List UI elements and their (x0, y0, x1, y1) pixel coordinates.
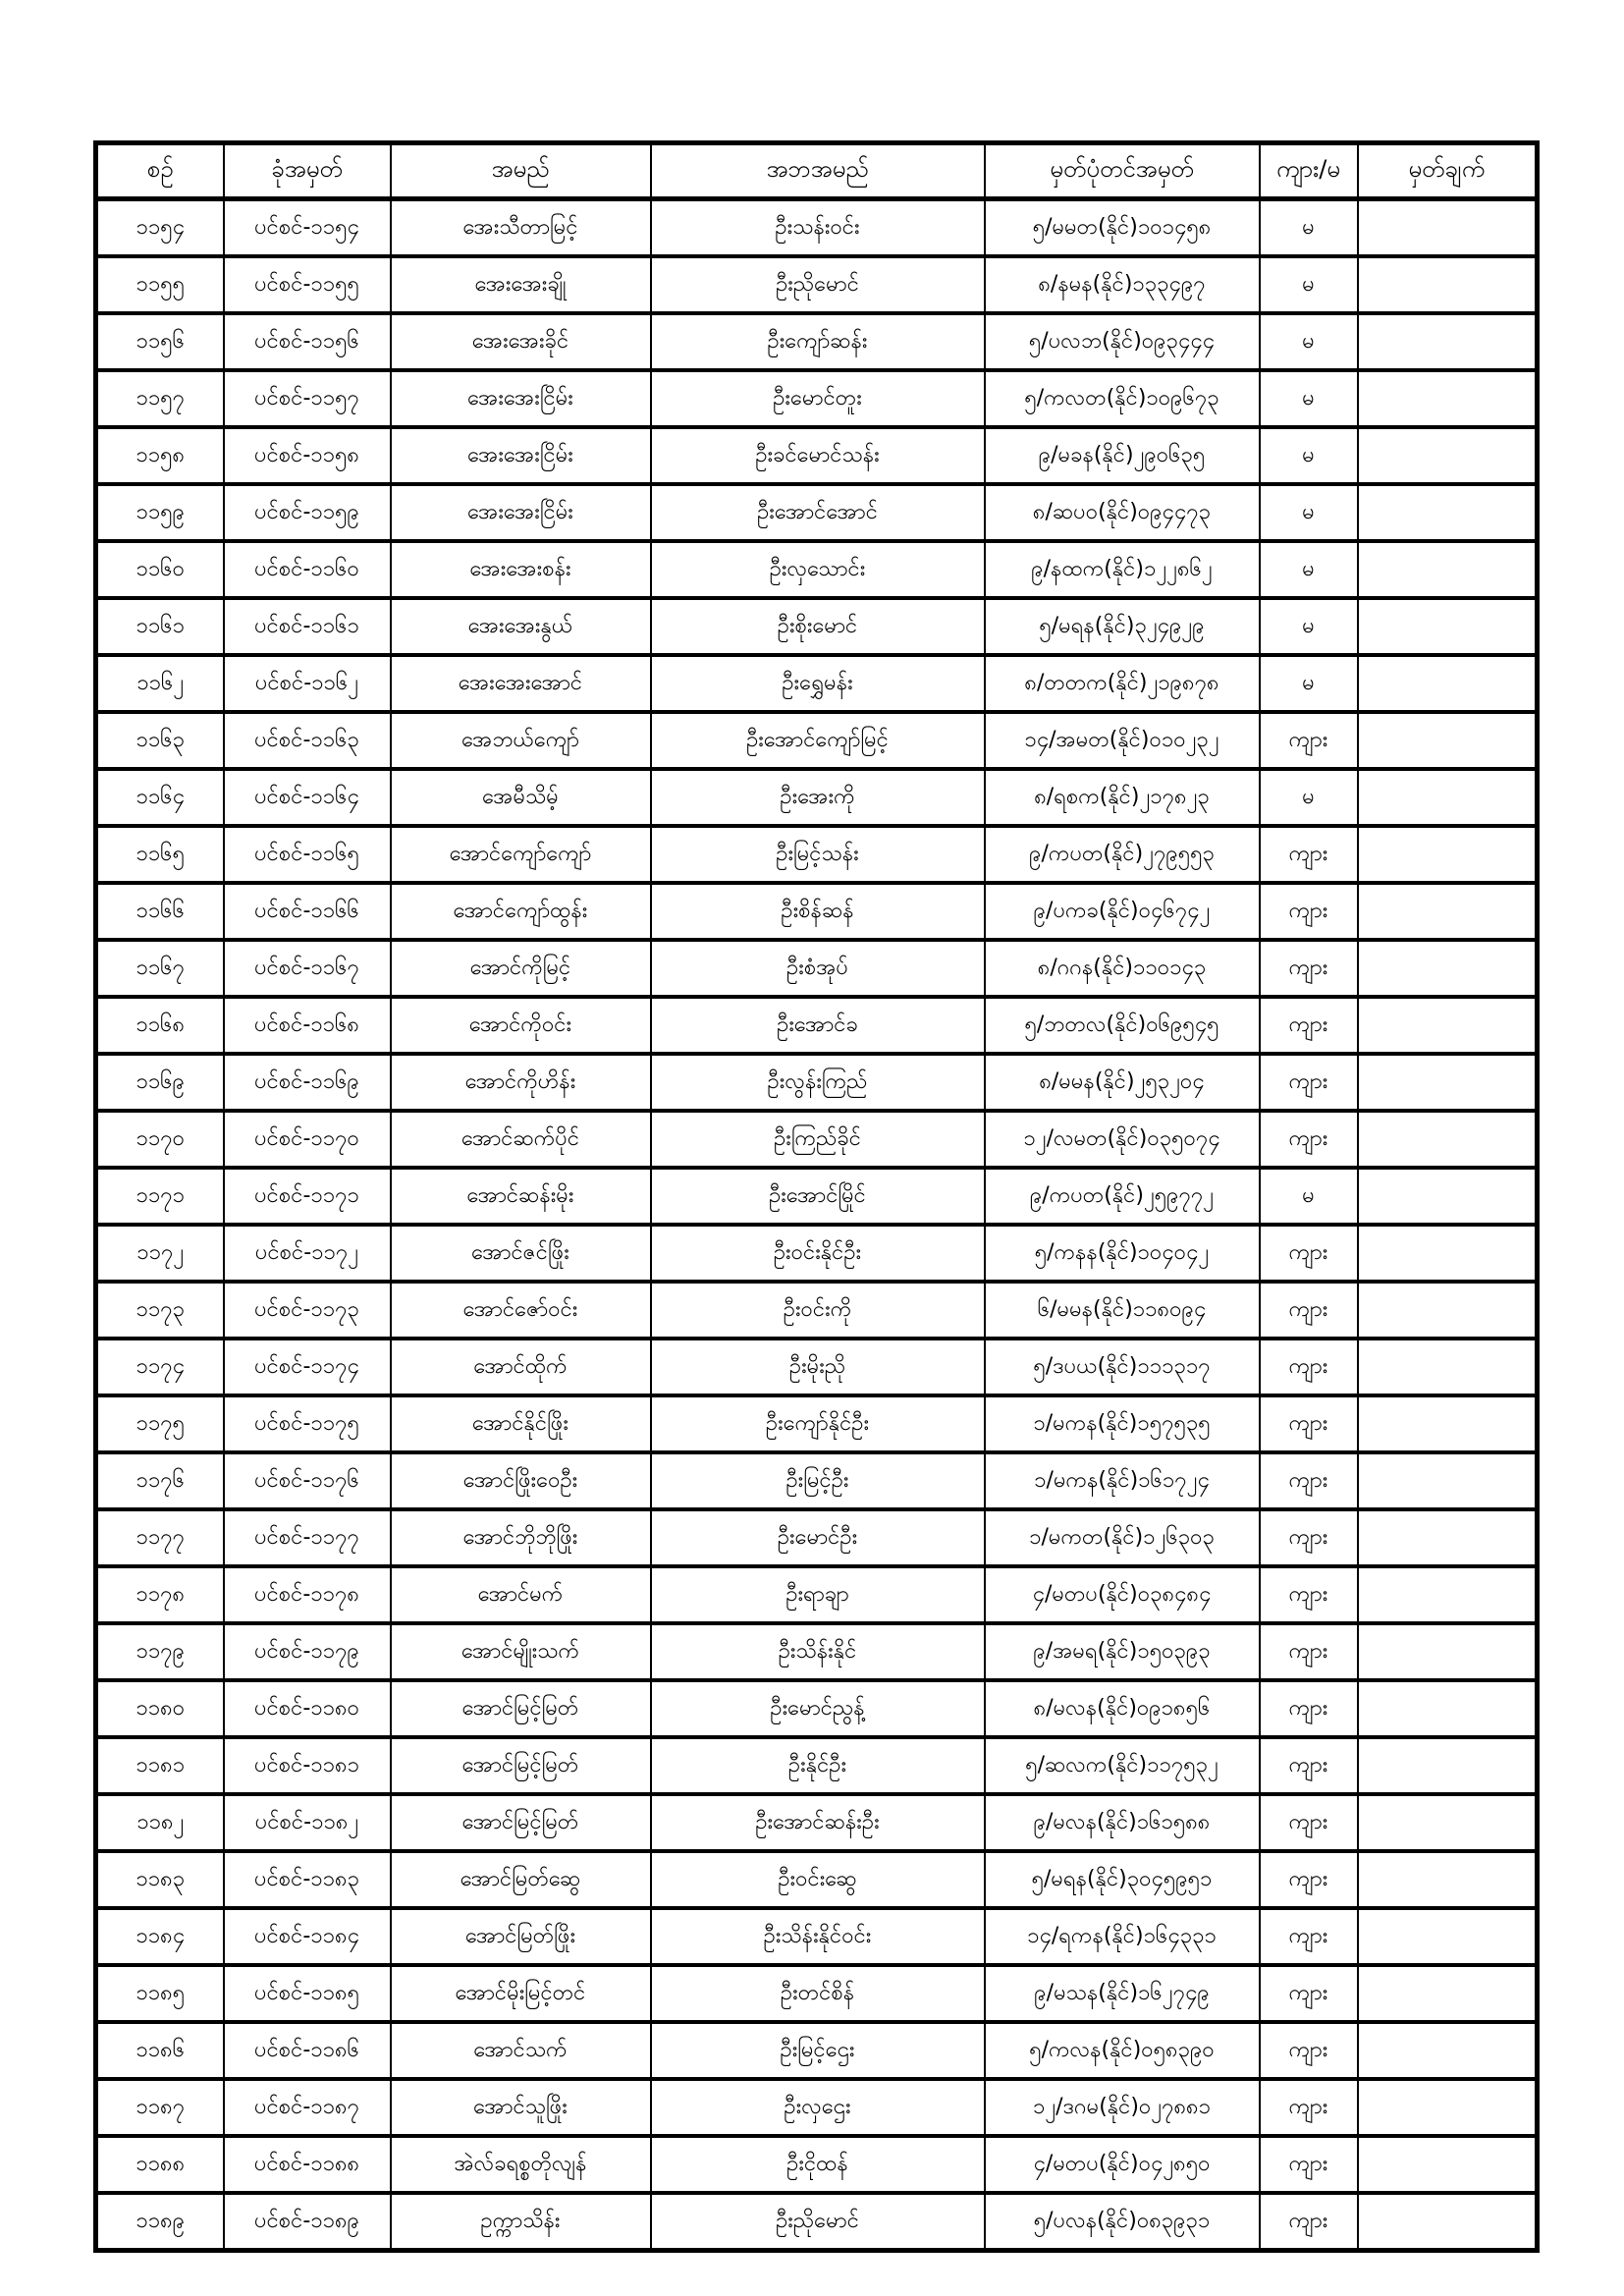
cell-father-name: ဦးရာချာ (651, 1566, 985, 1623)
table-row (96, 1566, 1538, 1623)
cell-father-name: ဦးမောင်ဦး (651, 1509, 985, 1566)
cell-name: အောင်ဆန်းမိုး (391, 1168, 651, 1225)
cell-remark (1358, 1168, 1538, 1225)
pension-roster-table (93, 140, 1540, 2253)
table-row (96, 712, 1538, 769)
header-serial: စဉ် (96, 143, 224, 199)
cell-father-name: ဦးခင်မောင်သန်း (651, 427, 985, 484)
cell-father-name: ဦးဝင်းဆွေ (651, 1851, 985, 1908)
cell-roll-number: ပင်စင်-၁၁၈၆ (224, 2022, 391, 2079)
cell-registration-number: ၄/မတပ(နိုင်)၀၄၂၈၅၀ (985, 2136, 1260, 2193)
cell-name: အောင်မြတ်ဖြိုး (391, 1908, 651, 1965)
table-row (96, 655, 1538, 712)
cell-name: အေးအေးနွယ် (391, 598, 651, 655)
cell-roll-number: ပင်စင်-၁၁၆၃ (224, 712, 391, 769)
cell-roll-number: ပင်စင်-၁၁၆၈ (224, 997, 391, 1054)
cell-roll-number: ပင်စင်-၁၁၈၁ (224, 1737, 391, 1794)
header-registration-number: မှတ်ပုံတင်အမှတ် (985, 143, 1260, 199)
cell-registration-number: ၈/မမန(နိုင်)၂၅၃၂၀၄ (985, 1054, 1260, 1111)
cell-gender: ကျား (1260, 2022, 1358, 2079)
cell-registration-number: ၉/ကပတ(နိုင်)၂၅၉၇၇၂ (985, 1168, 1260, 1225)
cell-roll-number: ပင်စင်-၁၁၆၆ (224, 883, 391, 940)
cell-registration-number: ၉/ပကခ(နိုင်)၀၄၆၇၄၂ (985, 883, 1260, 940)
cell-gender: မ (1260, 541, 1358, 598)
cell-name: အောင်မြင့်မြတ် (391, 1680, 651, 1737)
cell-remark (1358, 712, 1538, 769)
cell-serial: ၁၁၆၃ (96, 712, 224, 769)
cell-remark (1358, 1111, 1538, 1168)
cell-name: အေးအေးငြိမ်း (391, 484, 651, 541)
cell-registration-number: ၅/မရန(နိုင်)၃၀၄၅၉၅၁ (985, 1851, 1260, 1908)
cell-gender: မ (1260, 484, 1358, 541)
cell-remark (1358, 1509, 1538, 1566)
cell-registration-number: ၁၂/ဒဂမ(နိုင်)၀၂၇၈၈၁ (985, 2079, 1260, 2136)
cell-gender: ကျား (1260, 1851, 1358, 1908)
cell-roll-number: ပင်စင်-၁၁၇၇ (224, 1509, 391, 1566)
cell-roll-number: ပင်စင်-၁၁၅၄ (224, 199, 391, 257)
cell-gender: မ (1260, 313, 1358, 370)
cell-registration-number: ၉/နထက(နိုင်)၁၂၂၈၆၂ (985, 541, 1260, 598)
table-row (96, 1225, 1538, 1282)
cell-registration-number: ၈/တတက(နိုင်)၂၁၉၈၇၈ (985, 655, 1260, 712)
cell-serial: ၁၁၅၄ (96, 199, 224, 257)
table-row (96, 2022, 1538, 2079)
cell-serial: ၁၁၈၉ (96, 2193, 224, 2251)
cell-father-name: ဦးအောင်အောင် (651, 484, 985, 541)
cell-father-name: ဦးလှသောင်း (651, 541, 985, 598)
cell-serial: ၁၁၅၆ (96, 313, 224, 370)
cell-father-name: ဦးမြင့်ဌေး (651, 2022, 985, 2079)
cell-registration-number: ၁၄/ရကန(နိုင်)၁၆၄၃၃၁ (985, 1908, 1260, 1965)
cell-name: အေးသီတာမြင့် (391, 199, 651, 257)
cell-remark (1358, 1623, 1538, 1680)
cell-remark (1358, 1339, 1538, 1395)
cell-roll-number: ပင်စင်-၁၁၅၅ (224, 256, 391, 313)
cell-remark (1358, 199, 1538, 257)
cell-name: အောင်ကျော်ထွန်း (391, 883, 651, 940)
cell-gender: ကျား (1260, 883, 1358, 940)
cell-remark (1358, 826, 1538, 883)
cell-father-name: ဦးညိုမောင် (651, 256, 985, 313)
cell-roll-number: ပင်စင်-၁၁၆၀ (224, 541, 391, 598)
cell-serial: ၁၁၆၆ (96, 883, 224, 940)
cell-registration-number: ၅/ပလန(နိုင်)၀၈၃၉၃၁ (985, 2193, 1260, 2251)
cell-gender: မ (1260, 769, 1358, 826)
cell-remark (1358, 1566, 1538, 1623)
cell-serial: ၁၁၇၆ (96, 1452, 224, 1509)
table-row (96, 1395, 1538, 1452)
cell-remark (1358, 940, 1538, 997)
cell-roll-number: ပင်စင်-၁၁၅၇ (224, 370, 391, 427)
cell-father-name: ဦးညိုမောင် (651, 2193, 985, 2251)
cell-roll-number: ပင်စင်-၁၁၇၁ (224, 1168, 391, 1225)
cell-roll-number: ပင်စင်-၁၁၆၅ (224, 826, 391, 883)
cell-registration-number: ၅/ဘတလ(နိုင်)၀၆၉၅၄၅ (985, 997, 1260, 1054)
table-row (96, 997, 1538, 1054)
cell-name: အေးအေးချို (391, 256, 651, 313)
cell-name: အောင်သက် (391, 2022, 651, 2079)
cell-gender: ကျား (1260, 997, 1358, 1054)
cell-name: အောင်မျိုးသက် (391, 1623, 651, 1680)
cell-name: အေးအေးအောင် (391, 655, 651, 712)
cell-remark (1358, 1965, 1538, 2022)
cell-father-name: ဦးလွန်းကြည် (651, 1054, 985, 1111)
cell-serial: ၁၁၈၇ (96, 2079, 224, 2136)
table-row (96, 199, 1538, 257)
table-row (96, 1509, 1538, 1566)
cell-father-name: ဦးစံအုပ် (651, 940, 985, 997)
cell-gender: ကျား (1260, 1111, 1358, 1168)
table-row (96, 1794, 1538, 1851)
cell-serial: ၁၁၆၀ (96, 541, 224, 598)
cell-serial: ၁၁၈၁ (96, 1737, 224, 1794)
cell-father-name: ဦးဝင်းကို (651, 1282, 985, 1339)
cell-father-name: ဦးလှဌေး (651, 2079, 985, 2136)
cell-registration-number: ၅/ဒပယ(နိုင်)၁၁၁၃၁၇ (985, 1339, 1260, 1395)
cell-roll-number: ပင်စင်-၁၁၇၈ (224, 1566, 391, 1623)
cell-registration-number: ၁/မကန(နိုင်)၁၅၇၅၃၅ (985, 1395, 1260, 1452)
cell-name: အောင်ဇော်ဝင်း (391, 1282, 651, 1339)
cell-roll-number: ပင်စင်-၁၁၈၄ (224, 1908, 391, 1965)
cell-name: အောင်မြတ်ဆွေ (391, 1851, 651, 1908)
cell-serial: ၁၁၅၇ (96, 370, 224, 427)
cell-gender: ကျား (1260, 1623, 1358, 1680)
cell-registration-number: ၅/ပလဘ(နိုင်)၀၉၃၄၄၄ (985, 313, 1260, 370)
table-row (96, 769, 1538, 826)
cell-gender: မ (1260, 370, 1358, 427)
cell-gender: ကျား (1260, 1054, 1358, 1111)
table-body (96, 199, 1538, 2251)
cell-serial: ၁၁၇၀ (96, 1111, 224, 1168)
cell-father-name: ဦးမြင့်သန်း (651, 826, 985, 883)
cell-gender: မ (1260, 427, 1358, 484)
cell-serial: ၁၁၆၂ (96, 655, 224, 712)
cell-gender: ကျား (1260, 940, 1358, 997)
cell-remark (1358, 883, 1538, 940)
cell-registration-number: ၆/မမန(နိုင်)၁၁၈၀၉၄ (985, 1282, 1260, 1339)
cell-serial: ၁၁၇၇ (96, 1509, 224, 1566)
cell-roll-number: ပင်စင်-၁၁၆၂ (224, 655, 391, 712)
table-row (96, 1680, 1538, 1737)
cell-gender: ကျား (1260, 1225, 1358, 1282)
cell-serial: ၁၁၅၈ (96, 427, 224, 484)
table-row (96, 427, 1538, 484)
cell-name: အေမီသိမ့် (391, 769, 651, 826)
cell-serial: ၁၁၆၇ (96, 940, 224, 997)
cell-roll-number: ပင်စင်-၁၁၇၉ (224, 1623, 391, 1680)
cell-name: အောင်မက် (391, 1566, 651, 1623)
cell-remark (1358, 313, 1538, 370)
cell-name: အောင်ဇင်ဖြိုး (391, 1225, 651, 1282)
cell-father-name: ဦးကြည်ခိုင် (651, 1111, 985, 1168)
cell-name: အောင်ကိုဝင်း (391, 997, 651, 1054)
cell-gender: ကျား (1260, 2079, 1358, 2136)
cell-roll-number: ပင်စင်-၁၁၈၇ (224, 2079, 391, 2136)
table-row (96, 1737, 1538, 1794)
table-row (96, 2079, 1538, 2136)
cell-father-name: ဦးမြင့်ဦး (651, 1452, 985, 1509)
cell-remark (1358, 2136, 1538, 2193)
cell-father-name: ဦးငိုထန် (651, 2136, 985, 2193)
cell-father-name: ဦးအောင်ကျော်မြင့် (651, 712, 985, 769)
cell-name: အောင်ဘိုဘိုဖြိုး (391, 1509, 651, 1566)
cell-name: အောင်မိုးမြင့်တင် (391, 1965, 651, 2022)
table-row (96, 1908, 1538, 1965)
cell-serial: ၁၁၈၃ (96, 1851, 224, 1908)
header-name: အမည် (391, 143, 651, 199)
cell-roll-number: ပင်စင်-၁၁၇၂ (224, 1225, 391, 1282)
cell-serial: ၁၁၈၈ (96, 2136, 224, 2193)
cell-gender: မ (1260, 256, 1358, 313)
cell-name: အောင်ကိုမြင့် (391, 940, 651, 997)
cell-name: အောင်မြင့်မြတ် (391, 1737, 651, 1794)
cell-remark (1358, 427, 1538, 484)
cell-roll-number: ပင်စင်-၁၁၆၁ (224, 598, 391, 655)
header-roll-number: ခုံအမှတ် (224, 143, 391, 199)
cell-roll-number: ပင်စင်-၁၁၇၃ (224, 1282, 391, 1339)
cell-father-name: ဦးအောင်ခ (651, 997, 985, 1054)
cell-registration-number: ၉/မသန(နိုင်)၁၆၂၇၄၉ (985, 1965, 1260, 2022)
cell-remark (1358, 1282, 1538, 1339)
cell-gender: ကျား (1260, 1452, 1358, 1509)
table-row (96, 826, 1538, 883)
cell-gender: ကျား (1260, 712, 1358, 769)
cell-roll-number: ပင်စင်-၁၁၈၃ (224, 1851, 391, 1908)
cell-registration-number: ၅/ဆလက(နိုင်)၁၁၇၅၃၂ (985, 1737, 1260, 1794)
cell-serial: ၁၁၇၁ (96, 1168, 224, 1225)
cell-registration-number: ၁/မကန(နိုင်)၁၆၁၇၂၄ (985, 1452, 1260, 1509)
cell-registration-number: ၉/မလန(နိုင်)၁၆၁၅၈၈ (985, 1794, 1260, 1851)
header-gender: ကျား/မ (1260, 143, 1358, 199)
cell-serial: ၁၁၅၅ (96, 256, 224, 313)
cell-name: အောင်ထိုက် (391, 1339, 651, 1395)
table-row (96, 484, 1538, 541)
cell-registration-number: ၈/မလန(နိုင်)၀၉၁၈၅၆ (985, 1680, 1260, 1737)
cell-name: အောင်ဆက်ပိုင် (391, 1111, 651, 1168)
cell-serial: ၁၁၇၄ (96, 1339, 224, 1395)
cell-remark (1358, 370, 1538, 427)
cell-registration-number: ၉/အမရ(နိုင်)၁၅၀၃၉၃ (985, 1623, 1260, 1680)
cell-gender: ကျား (1260, 1794, 1358, 1851)
cell-gender: ကျား (1260, 1965, 1358, 2022)
cell-remark (1358, 1737, 1538, 1794)
cell-gender: မ (1260, 1168, 1358, 1225)
cell-remark (1358, 1794, 1538, 1851)
cell-gender: မ (1260, 655, 1358, 712)
table-row (96, 1168, 1538, 1225)
cell-roll-number: ပင်စင်-၁၁၇၆ (224, 1452, 391, 1509)
cell-remark (1358, 769, 1538, 826)
cell-name: အေးအေးငြိမ်း (391, 427, 651, 484)
cell-name: အောင်မြင့်မြတ် (391, 1794, 651, 1851)
cell-roll-number: ပင်စင်-၁၁၇၅ (224, 1395, 391, 1452)
cell-gender: ကျား (1260, 2136, 1358, 2193)
cell-registration-number: ၁၄/အမတ(နိုင်)၀၁၀၂၃၂ (985, 712, 1260, 769)
cell-remark (1358, 1225, 1538, 1282)
cell-gender: ကျား (1260, 1908, 1358, 1965)
cell-gender: ကျား (1260, 1509, 1358, 1566)
cell-roll-number: ပင်စင်-၁၁၇၀ (224, 1111, 391, 1168)
cell-remark (1358, 2022, 1538, 2079)
cell-name: အောင်သူဖြိုး (391, 2079, 651, 2136)
cell-name: အောင်ဖြိုးဝေဦး (391, 1452, 651, 1509)
table-row (96, 1851, 1538, 1908)
cell-father-name: ဦးမောင်တူး (651, 370, 985, 427)
cell-registration-number: ၅/မမတ(နိုင်)၁၀၁၄၅၈ (985, 199, 1260, 257)
table-row (96, 1623, 1538, 1680)
cell-name: အောင်ကျော်ကျော် (391, 826, 651, 883)
header-row (96, 143, 1538, 199)
cell-name: အေဘယ်ကျော် (391, 712, 651, 769)
cell-roll-number: ပင်စင်-၁၁၅၆ (224, 313, 391, 370)
cell-gender: ကျား (1260, 1339, 1358, 1395)
cell-serial: ၁၁၆၅ (96, 826, 224, 883)
cell-remark (1358, 541, 1538, 598)
cell-father-name: ဦးအေးကို (651, 769, 985, 826)
cell-remark (1358, 1908, 1538, 1965)
header-remark: မှတ်ချက် (1358, 143, 1538, 199)
cell-serial: ၁၁၆၈ (96, 997, 224, 1054)
cell-name: ဥက္ကာသိန်း (391, 2193, 651, 2251)
cell-gender: ကျား (1260, 1737, 1358, 1794)
cell-father-name: ဦးအောင်မြိုင် (651, 1168, 985, 1225)
cell-name: အေးအေးခိုင် (391, 313, 651, 370)
cell-father-name: ဦးတင်စိန် (651, 1965, 985, 2022)
table-row (96, 1339, 1538, 1395)
cell-father-name: ဦးသိန်းနိုင် (651, 1623, 985, 1680)
cell-father-name: ဦးအောင်ဆန်းဦး (651, 1794, 985, 1851)
cell-father-name: ဦးကျော်ဆန်း (651, 313, 985, 370)
cell-remark (1358, 1054, 1538, 1111)
cell-serial: ၁၁၈၆ (96, 2022, 224, 2079)
cell-registration-number: ၈/နမန(နိုင်)၁၃၃၄၉၇ (985, 256, 1260, 313)
cell-remark (1358, 1452, 1538, 1509)
cell-roll-number: ပင်စင်-၁၁၆၄ (224, 769, 391, 826)
cell-roll-number: ပင်စင်-၁၁၈၉ (224, 2193, 391, 2251)
cell-roll-number: ပင်စင်-၁၁၆၇ (224, 940, 391, 997)
cell-registration-number: ၁/မကတ(နိုင်)၁၂၆၃၀၃ (985, 1509, 1260, 1566)
cell-registration-number: ၅/ကလတ(နိုင်)၁၀၉၆၇၃ (985, 370, 1260, 427)
cell-serial: ၁၁၇၅ (96, 1395, 224, 1452)
cell-serial: ၁၁၇၃ (96, 1282, 224, 1339)
table-row (96, 256, 1538, 313)
table-row (96, 883, 1538, 940)
cell-gender: မ (1260, 598, 1358, 655)
table-row (96, 1111, 1538, 1168)
cell-remark (1358, 655, 1538, 712)
cell-registration-number: ၅/ကလန(နိုင်)၀၅၈၃၉၀ (985, 2022, 1260, 2079)
cell-registration-number: ၄/မတပ(နိုင်)၀၃၈၄၈၄ (985, 1566, 1260, 1623)
table-row (96, 370, 1538, 427)
cell-remark (1358, 1851, 1538, 1908)
cell-roll-number: ပင်စင်-၁၁၈၀ (224, 1680, 391, 1737)
cell-registration-number: ၅/ကနန(နိုင်)၁၀၄၀၄၂ (985, 1225, 1260, 1282)
cell-serial: ၁၁၅၉ (96, 484, 224, 541)
cell-roll-number: ပင်စင်-၁၁၇၄ (224, 1339, 391, 1395)
table-row (96, 541, 1538, 598)
cell-serial: ၁၁၆၁ (96, 598, 224, 655)
cell-serial: ၁၁၈၂ (96, 1794, 224, 1851)
table-row (96, 598, 1538, 655)
cell-roll-number: ပင်စင်-၁၁၈၅ (224, 1965, 391, 2022)
cell-serial: ၁၁၆၉ (96, 1054, 224, 1111)
cell-name: အဲလ်ခရစ္စတိုလျန် (391, 2136, 651, 2193)
cell-gender: ကျား (1260, 2193, 1358, 2251)
cell-serial: ၁၁၈၀ (96, 1680, 224, 1737)
cell-father-name: ဦးသိန်းနိုင်ဝင်း (651, 1908, 985, 1965)
table-row (96, 1965, 1538, 2022)
cell-father-name: ဦးကျော်နိုင်ဦး (651, 1395, 985, 1452)
cell-roll-number: ပင်စင်-၁၁၅၈ (224, 427, 391, 484)
cell-father-name: ဦးမိုးညို (651, 1339, 985, 1395)
cell-serial: ၁၁၆၄ (96, 769, 224, 826)
cell-serial: ၁၁၇၂ (96, 1225, 224, 1282)
cell-roll-number: ပင်စင်-၁၁၈၈ (224, 2136, 391, 2193)
cell-registration-number: ၈/ဂဂန(နိုင်)၁၁၀၁၄၃ (985, 940, 1260, 997)
cell-father-name: ဦးသန်းဝင်း (651, 199, 985, 257)
cell-gender: မ (1260, 199, 1358, 257)
cell-remark (1358, 256, 1538, 313)
cell-remark (1358, 484, 1538, 541)
cell-father-name: ဦးစိန်ဆန် (651, 883, 985, 940)
cell-remark (1358, 598, 1538, 655)
cell-name: အောင်ကိုဟိန်း (391, 1054, 651, 1111)
cell-serial: ၁၁၇၈ (96, 1566, 224, 1623)
cell-name: အောင်နိုင်ဖြိုး (391, 1395, 651, 1452)
cell-father-name: ဦးမောင်ညွန့် (651, 1680, 985, 1737)
cell-serial: ၁၁၈၅ (96, 1965, 224, 2022)
cell-father-name: ဦးနိုင်ဦး (651, 1737, 985, 1794)
cell-registration-number: ၈/ရစက(နိုင်)၂၁၇၈၂၃ (985, 769, 1260, 826)
cell-serial: ၁၁၇၉ (96, 1623, 224, 1680)
cell-gender: ကျား (1260, 1282, 1358, 1339)
cell-registration-number: ၉/မခန(နိုင်)၂၉၀၆၃၅ (985, 427, 1260, 484)
cell-roll-number: ပင်စင်-၁၁၆၉ (224, 1054, 391, 1111)
cell-roll-number: ပင်စင်-၁၁၈၂ (224, 1794, 391, 1851)
table-row (96, 1452, 1538, 1509)
cell-remark (1358, 997, 1538, 1054)
table-row (96, 940, 1538, 997)
cell-registration-number: ၅/မရန(နိုင်)၃၂၄၉၂၉ (985, 598, 1260, 655)
table-row (96, 1054, 1538, 1111)
cell-remark (1358, 2079, 1538, 2136)
cell-registration-number: ၁၂/လမတ(နိုင်)၀၃၅၀၇၄ (985, 1111, 1260, 1168)
cell-remark (1358, 1395, 1538, 1452)
cell-gender: ကျား (1260, 1680, 1358, 1737)
cell-registration-number: ၉/ကပတ(နိုင်)၂၇၉၅၅၃ (985, 826, 1260, 883)
cell-serial: ၁၁၈၄ (96, 1908, 224, 1965)
table-row (96, 2136, 1538, 2193)
cell-gender: ကျား (1260, 1566, 1358, 1623)
table-row (96, 1282, 1538, 1339)
cell-gender: ကျား (1260, 1395, 1358, 1452)
cell-remark (1358, 2193, 1538, 2251)
cell-name: အေးအေးစန်း (391, 541, 651, 598)
cell-father-name: ဦးစိုးမောင် (651, 598, 985, 655)
cell-remark (1358, 1680, 1538, 1737)
cell-registration-number: ၈/ဆပဝ(နိုင်)၀၉၄၄၇၃ (985, 484, 1260, 541)
cell-gender: ကျား (1260, 826, 1358, 883)
cell-roll-number: ပင်စင်-၁၁၅၉ (224, 484, 391, 541)
cell-name: အေးအေးငြိမ်း (391, 370, 651, 427)
header-father-name: အဘအမည် (651, 143, 985, 199)
table-row (96, 313, 1538, 370)
table-row (96, 2193, 1538, 2251)
cell-father-name: ဦးရွှေမန်း (651, 655, 985, 712)
cell-father-name: ဦးဝင်းနိုင်ဦး (651, 1225, 985, 1282)
